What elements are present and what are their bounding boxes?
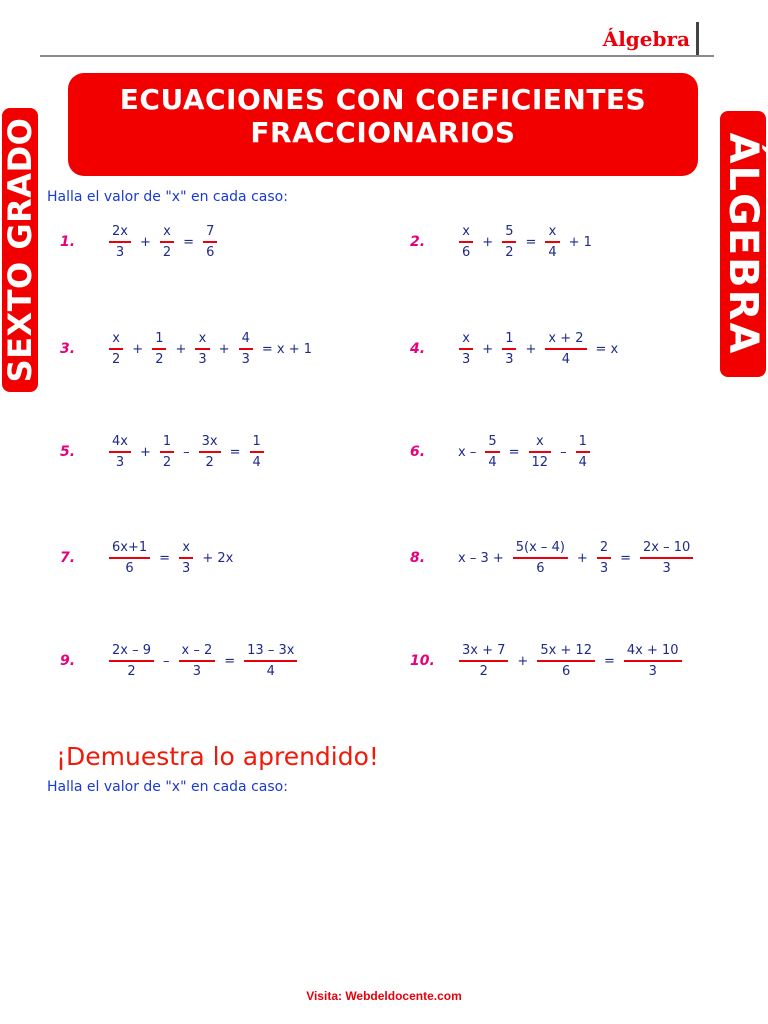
- denominator: 6: [562, 663, 571, 679]
- operator: =: [229, 444, 241, 460]
- numerator: 1: [252, 434, 261, 450]
- fraction-bar: [502, 348, 516, 350]
- denominator: 2: [112, 351, 121, 367]
- footer-credit: Visita: Webdeldocente.com: [306, 989, 462, 1003]
- problem-6: [410, 427, 595, 477]
- numerator: 5(x – 4): [515, 540, 565, 556]
- denominator: 3: [599, 560, 609, 576]
- numerator: x: [163, 224, 171, 240]
- denominator: 3: [462, 351, 471, 367]
- operator: x – 3 +: [458, 550, 504, 566]
- numerator: x: [182, 540, 191, 556]
- fraction-bar: [160, 241, 174, 243]
- numerator: 5: [505, 224, 514, 240]
- fraction-bar: [109, 451, 131, 453]
- fraction-bar: [160, 451, 174, 453]
- fraction: [597, 539, 611, 577]
- numerator: 7: [206, 224, 215, 240]
- numerator: 3x + 7: [462, 643, 506, 659]
- operator: =: [224, 653, 236, 669]
- problem-number: 8.: [410, 550, 426, 566]
- numerator: x: [112, 331, 120, 347]
- numerator: 4x: [112, 434, 128, 450]
- problem-7: [60, 533, 237, 583]
- denominator: 3: [115, 454, 125, 470]
- fraction-bar: [152, 348, 166, 350]
- operator: =: [525, 234, 537, 250]
- numerator: 5x + 12: [540, 643, 592, 659]
- denominator: 4: [252, 454, 261, 470]
- operator: x –: [458, 444, 477, 460]
- operator: + 2x: [202, 550, 234, 566]
- problem-8: [410, 533, 698, 583]
- denominator: 4: [548, 244, 557, 260]
- fraction: [576, 433, 590, 471]
- fraction: [537, 642, 595, 680]
- numerator: 2: [599, 540, 609, 556]
- denominator: 4: [266, 663, 275, 679]
- numerator: 3x: [201, 434, 218, 450]
- operator: +: [139, 444, 151, 460]
- denominator: 3: [241, 351, 250, 367]
- numerator: x – 2: [181, 643, 213, 659]
- operator: +: [525, 341, 537, 357]
- numerator: 1: [162, 434, 172, 450]
- fraction-bar: [179, 660, 216, 662]
- fraction: [485, 433, 499, 471]
- numerator: 5: [488, 434, 497, 450]
- fraction: [109, 642, 154, 680]
- fraction-bar: [576, 451, 590, 453]
- denominator: 4: [488, 454, 497, 470]
- problem-number: 10.: [410, 653, 435, 669]
- fraction-bar: [199, 451, 221, 453]
- fraction: [624, 642, 682, 680]
- fraction-bar: [545, 241, 559, 243]
- fraction: [244, 642, 297, 680]
- fraction-bar: [545, 348, 586, 350]
- numerator: x: [548, 224, 557, 240]
- fraction: [459, 223, 473, 261]
- denominator: 3: [662, 560, 671, 576]
- problem-3: [60, 324, 316, 374]
- numerator: 2x – 9: [112, 643, 151, 659]
- operator: +: [139, 234, 151, 250]
- denominator: 3: [182, 560, 191, 576]
- operator: =: [183, 234, 195, 250]
- equation: [104, 539, 237, 577]
- header-subject: Álgebra: [602, 27, 690, 51]
- denominator: 2: [162, 454, 172, 470]
- denominator: 6: [206, 244, 215, 260]
- fraction: [502, 223, 516, 261]
- numerator: 4x + 10: [626, 643, 679, 659]
- operator: +: [482, 341, 494, 357]
- denominator: 2: [155, 351, 164, 367]
- operator: +: [218, 341, 230, 357]
- denominator: 4: [561, 351, 571, 367]
- equation: [104, 642, 302, 680]
- header-divider: [696, 22, 699, 55]
- problem-number: 3.: [60, 341, 76, 357]
- denominator: 4: [578, 454, 587, 470]
- denominator: 12: [531, 454, 549, 470]
- fraction: [109, 433, 131, 471]
- subject-side-tab: [720, 111, 766, 377]
- fraction-bar: [109, 241, 131, 243]
- denominator: 2: [505, 244, 514, 260]
- subject-label: ÁLGEBRA: [720, 132, 766, 356]
- fraction-bar: [179, 557, 193, 559]
- problem-2: [410, 217, 596, 267]
- fraction-bar: [513, 557, 568, 559]
- denominator: 2: [205, 454, 214, 470]
- equation: [454, 642, 687, 680]
- problem-10: [410, 636, 687, 686]
- equation: [104, 223, 222, 261]
- operator: =: [508, 444, 520, 460]
- fraction-bar: [109, 348, 123, 350]
- instruction-text-2: Halla el valor de "x" en cada caso:: [47, 779, 288, 795]
- denominator: 6: [536, 560, 545, 576]
- operator: +: [576, 550, 588, 566]
- problem-number: 4.: [410, 341, 426, 357]
- fraction-bar: [459, 660, 508, 662]
- numerator: x: [462, 224, 470, 240]
- numerator: 2x: [112, 224, 128, 240]
- fraction: [179, 539, 193, 577]
- problem-1: [60, 217, 222, 267]
- operator: –: [163, 653, 170, 669]
- fraction-bar: [109, 660, 154, 662]
- fraction: [109, 223, 131, 261]
- operator: –: [560, 444, 567, 460]
- fraction: [545, 223, 559, 261]
- fraction-bar: [250, 451, 264, 453]
- fraction: [179, 642, 216, 680]
- fraction: [529, 433, 552, 471]
- problem-5: [60, 427, 269, 477]
- title-banner: [68, 73, 698, 176]
- numerator: 6x+1: [112, 540, 148, 556]
- operator: = x: [595, 341, 619, 357]
- fraction-bar: [203, 241, 217, 243]
- operator: =: [620, 550, 632, 566]
- denominator: 3: [115, 244, 125, 260]
- fraction: [160, 433, 174, 471]
- fraction: [545, 330, 586, 368]
- numerator: x + 2: [548, 331, 584, 347]
- fraction-bar: [624, 660, 682, 662]
- fraction-bar: [459, 348, 473, 350]
- denominator: 2: [479, 663, 488, 679]
- numerator: 2x – 10: [643, 540, 691, 556]
- numerator: x: [535, 434, 544, 450]
- numerator: 4: [241, 331, 250, 347]
- header-rule: [40, 55, 714, 57]
- fraction: [502, 330, 516, 368]
- fraction-bar: [537, 660, 595, 662]
- fraction-bar: [244, 660, 297, 662]
- fraction: [195, 330, 209, 368]
- fraction-bar: [485, 451, 499, 453]
- fraction: [640, 539, 693, 577]
- operator: +: [175, 341, 187, 357]
- fraction: [152, 330, 166, 368]
- problem-number: 1.: [60, 234, 76, 250]
- instruction-text: Halla el valor de "x" en cada caso:: [47, 189, 288, 205]
- problem-number: 7.: [60, 550, 76, 566]
- denominator: 2: [162, 244, 172, 260]
- section-heading: ¡Demuestra lo aprendido!: [56, 742, 379, 771]
- problem-9: [60, 636, 302, 686]
- denominator: 3: [505, 351, 514, 367]
- equation: [454, 539, 698, 577]
- denominator: 3: [192, 663, 201, 679]
- denominator: 2: [127, 663, 136, 679]
- equation: [454, 330, 622, 368]
- fraction: [513, 539, 568, 577]
- title-line-1: ECUACIONES CON COEFICIENTES: [119, 83, 647, 116]
- fraction: [109, 539, 150, 577]
- denominator: 3: [198, 351, 207, 367]
- problem-number: 6.: [410, 444, 426, 460]
- grade-side-tab: [2, 108, 38, 392]
- numerator: 13 – 3x: [247, 643, 295, 659]
- equation: [104, 330, 316, 368]
- fraction-bar: [459, 241, 473, 243]
- fraction: [459, 642, 508, 680]
- fraction: [459, 330, 473, 368]
- equation: [454, 433, 595, 471]
- title-line-2: FRACCIONARIOS: [250, 116, 516, 149]
- numerator: 1: [578, 434, 587, 450]
- equation: [454, 223, 596, 261]
- operator: + 1: [568, 234, 592, 250]
- equation: [104, 433, 269, 471]
- problem-number: 9.: [60, 653, 76, 669]
- operator: =: [603, 653, 615, 669]
- operator: +: [132, 341, 144, 357]
- operator: –: [183, 444, 190, 460]
- fraction: [199, 433, 221, 471]
- fraction: [250, 433, 264, 471]
- fraction: [203, 223, 217, 261]
- fraction-bar: [502, 241, 516, 243]
- denominator: 3: [648, 663, 657, 679]
- operator: =: [159, 550, 171, 566]
- problem-number: 5.: [60, 444, 76, 460]
- operator: = x + 1: [261, 341, 312, 357]
- problem-number: 2.: [410, 234, 426, 250]
- fraction: [109, 330, 123, 368]
- problem-4: [410, 324, 622, 374]
- grade-label: SEXTO GRADO: [1, 117, 39, 383]
- numerator: 1: [505, 331, 514, 347]
- fraction: [239, 330, 253, 368]
- numerator: x: [462, 331, 470, 347]
- operator: +: [482, 234, 494, 250]
- fraction-bar: [239, 348, 253, 350]
- fraction: [160, 223, 174, 261]
- denominator: 6: [125, 560, 134, 576]
- numerator: 1: [155, 331, 164, 347]
- fraction-bar: [597, 557, 611, 559]
- operator: +: [517, 653, 529, 669]
- fraction-bar: [529, 451, 552, 453]
- fraction-bar: [640, 557, 693, 559]
- numerator: x: [198, 331, 207, 347]
- denominator: 6: [462, 244, 471, 260]
- fraction-bar: [195, 348, 209, 350]
- fraction-bar: [109, 557, 150, 559]
